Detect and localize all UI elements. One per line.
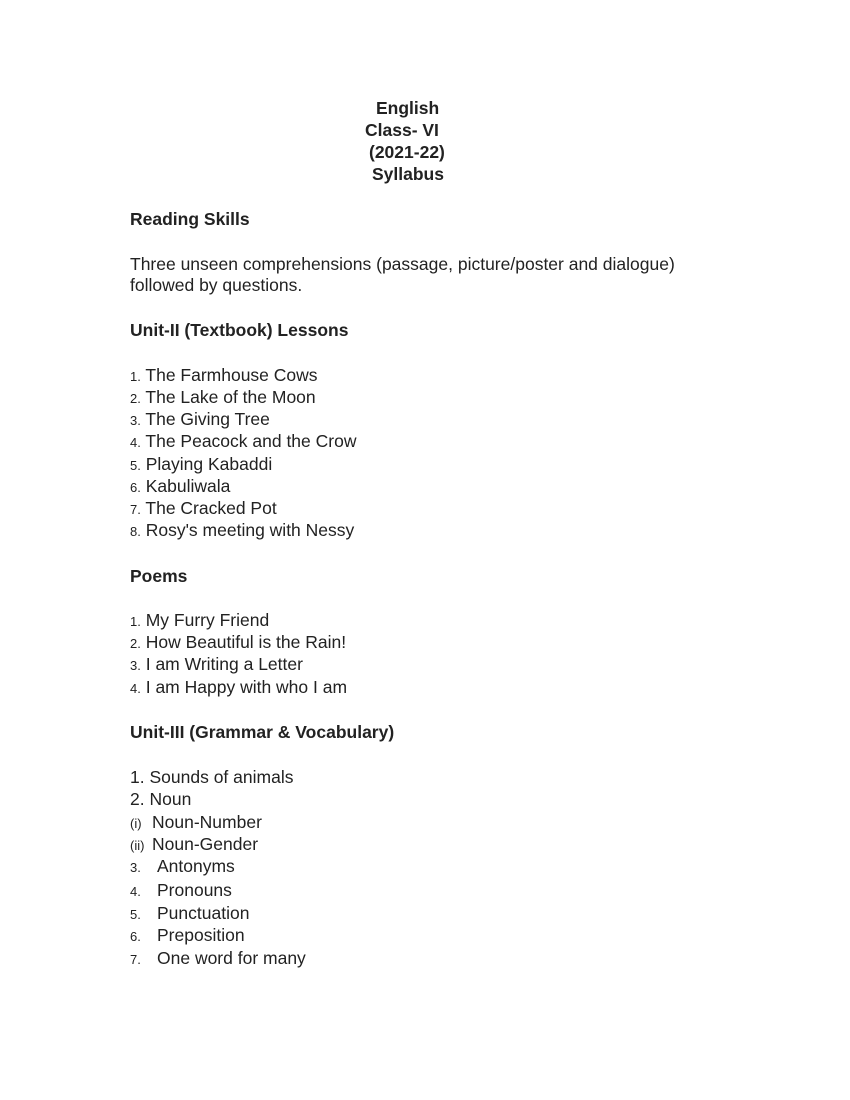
lesson-number: 4. — [130, 435, 141, 450]
poem-title: How Beautiful is the Rain! — [145, 632, 347, 652]
grammar-topic: Noun — [149, 789, 192, 809]
grammar-item — [130, 834, 258, 856]
lesson-title: Rosy's meeting with Nessy — [145, 520, 355, 540]
lesson-number: 2. — [130, 391, 141, 406]
lesson-number: 7. — [130, 502, 141, 517]
grammar-number: (i) — [130, 816, 142, 831]
doc-type-title: Syllabus — [372, 164, 444, 184]
lesson-item — [130, 476, 230, 498]
poem-title: My Furry Friend — [145, 610, 270, 630]
lesson-item — [130, 454, 272, 476]
reading-skills-heading: Reading Skills — [130, 209, 250, 229]
subject-title: English — [376, 98, 440, 118]
lesson-title: The Peacock and the Crow — [145, 431, 357, 451]
grammar-number: 2. — [130, 789, 145, 809]
grammar-number: 6. — [130, 929, 141, 944]
poem-number: 2. — [130, 636, 141, 651]
lesson-item — [130, 431, 356, 453]
lesson-item — [130, 409, 270, 431]
poem-number: 3. — [130, 658, 141, 673]
grammar-number: (ii) — [130, 838, 145, 853]
grammar-item — [130, 903, 249, 925]
grammar-number: 4. — [130, 884, 141, 899]
grammar-item — [130, 856, 235, 878]
reading-description-line-2: followed by questions. — [130, 275, 303, 295]
grammar-number: 1. — [130, 767, 145, 787]
lesson-title: Kabuliwala — [145, 476, 231, 496]
lesson-number: 3. — [130, 413, 141, 428]
grammar-topic: Punctuation — [157, 903, 250, 923]
grammar-number: 7. — [130, 952, 141, 967]
grammar-topic: Antonyms — [157, 856, 235, 876]
grammar-topic: Pronouns — [157, 880, 232, 900]
poem-number: 1. — [130, 614, 141, 629]
lesson-item — [130, 498, 277, 520]
grammar-item — [130, 948, 306, 970]
class-title: Class- VI — [365, 120, 439, 140]
poem-number: 4. — [130, 681, 141, 696]
lesson-number: 8. — [130, 524, 141, 539]
grammar-topic: One word for many — [157, 948, 306, 968]
grammar-number: 3. — [130, 860, 141, 875]
grammar-number: 5. — [130, 907, 141, 922]
lesson-title: The Farmhouse Cows — [145, 365, 318, 385]
grammar-item — [130, 812, 262, 834]
grammar-topic: Noun-Number — [152, 812, 262, 832]
lesson-item — [130, 520, 354, 542]
grammar-item — [130, 767, 293, 788]
lesson-item — [130, 387, 316, 409]
lesson-number: 1. — [130, 369, 141, 384]
lesson-number: 5. — [130, 458, 141, 473]
unit-2-heading: Unit-II (Textbook) Lessons — [130, 320, 349, 340]
grammar-item — [130, 880, 232, 902]
poem-title: I am Writing a Letter — [145, 654, 303, 674]
lesson-title: The Lake of the Moon — [145, 387, 316, 407]
poem-item — [130, 632, 346, 654]
poem-item — [130, 654, 303, 676]
poem-title: I am Happy with who I am — [145, 677, 348, 697]
poem-item — [130, 610, 269, 632]
lesson-title: The Giving Tree — [145, 409, 270, 429]
grammar-topic: Preposition — [157, 925, 245, 945]
reading-description-line-1: Three unseen comprehensions (passage, picture/poster and dialogue) — [130, 254, 675, 274]
poem-item — [130, 677, 347, 699]
grammar-item — [130, 925, 245, 947]
lesson-title: Playing Kabaddi — [145, 454, 273, 474]
grammar-topic: Sounds of animals — [149, 767, 294, 787]
lesson-title: The Cracked Pot — [145, 498, 277, 518]
session-title: (2021-22) — [369, 142, 445, 162]
grammar-topic: Noun-Gender — [152, 834, 259, 854]
unit-3-heading: Unit-III (Grammar & Vocabulary) — [130, 722, 395, 742]
lesson-item — [130, 365, 318, 387]
grammar-item — [130, 789, 191, 810]
lesson-number: 6. — [130, 480, 141, 495]
poems-heading: Poems — [130, 566, 188, 586]
